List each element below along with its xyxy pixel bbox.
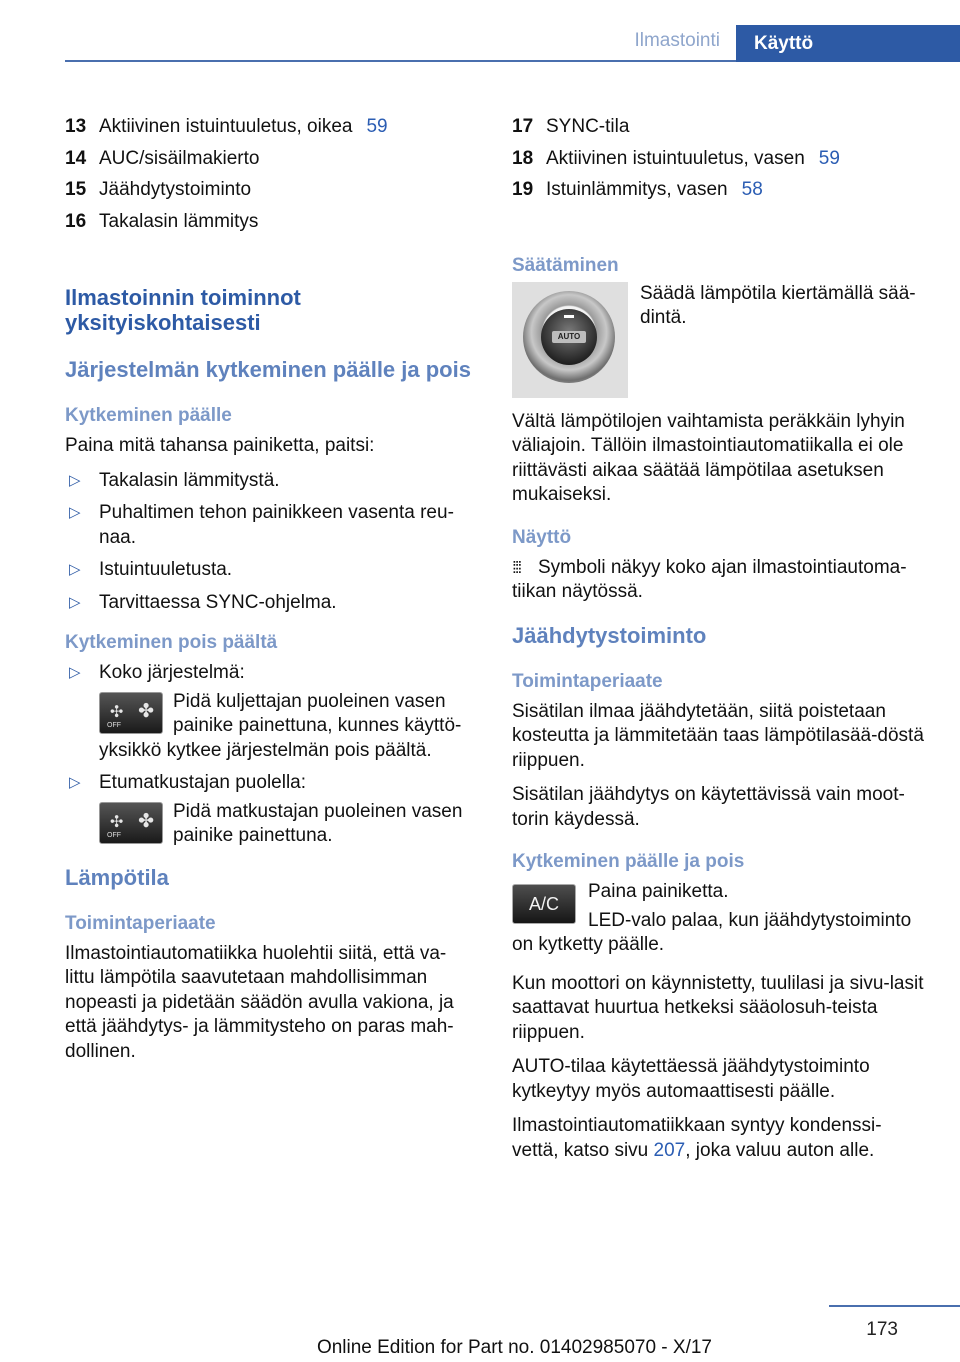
legend-text: Jäähdytystoiminto — [99, 179, 252, 200]
legend-item — [65, 206, 475, 238]
legend-item — [65, 174, 475, 206]
condensation-text-end: , joka valuu auton alle. — [685, 1139, 875, 1161]
legend-number: 19 — [512, 179, 534, 200]
triangle-bullet-icon: ▷ — [69, 504, 81, 521]
minus-icon — [564, 315, 574, 318]
list-item — [65, 558, 475, 583]
fan-large-icon: ✤ — [138, 700, 154, 722]
off-label: OFF — [107, 721, 121, 729]
header-chapter-tab: Käyttö — [736, 25, 960, 62]
fan-small-icon: ✣ — [110, 703, 124, 721]
legend-item — [512, 111, 928, 143]
page-ref-link[interactable]: 58 — [741, 179, 763, 200]
legend-text: Takalasin lämmitys — [99, 210, 259, 232]
heading-principle: Toimintaperiaate — [512, 670, 663, 692]
condensation-text-start: Ilmastointiautomatiikkaan syntyy kondenssi-vettä, katso sivu — [512, 1115, 882, 1161]
ac-button-image: A/C — [512, 884, 576, 924]
list-item — [65, 501, 475, 550]
footer-rule — [829, 1305, 960, 1307]
right-column — [512, 111, 928, 1173]
legend-text: SYNC-tila — [546, 116, 630, 137]
list-item-text: Pidä matkustajan puoleinen vasen painike painettuna. — [173, 800, 463, 846]
triangle-bullet-icon: ▷ — [69, 471, 81, 489]
auto-label: AUTO — [552, 331, 586, 343]
heading-temperature: Lämpötila — [65, 864, 169, 890]
heading-display: Näyttö — [512, 526, 572, 548]
triangle-bullet-icon: ▷ — [69, 593, 81, 611]
heading-switch-on: Kytkeminen päälle — [65, 405, 232, 426]
legend-item — [65, 143, 475, 175]
fan-off-button-image — [99, 802, 163, 844]
legend-text: Aktiivinen istuintuuletus, vasen — [546, 147, 805, 169]
legend-text: AUC/sisäilmakierto — [99, 147, 260, 169]
legend-number: 18 — [512, 147, 534, 169]
heading-cooling: Jäähdytystoiminto — [512, 622, 707, 648]
auto-mode-text: AUTO-tilaa käytettäessä jäähdytystoiminto kytkeytyy myös automaattisesti päälle. — [512, 1056, 870, 1102]
legend-list-left — [65, 111, 475, 237]
fan-off-button-image — [99, 692, 163, 734]
fog-text: Kun moottori on käynnistetty, tuulilasi ja sivu-lasit saattavat huurtua hetkeksi sääolosuh-teista riippuen. — [512, 972, 924, 1043]
header-section-title: Ilmastointi — [634, 30, 720, 51]
list-item-text: Takalasin lämmitystä. — [99, 469, 280, 491]
legend-text: Aktiivinen istuintuuletus, oikea — [99, 116, 353, 137]
edition-footer: Online Edition for Part no. 01402985070 - X/17 — [316, 1337, 712, 1358]
legend-list-right — [512, 111, 928, 206]
page-ref-link[interactable]: 59 — [366, 116, 388, 137]
legend-number: 15 — [65, 179, 87, 200]
list-item — [65, 771, 475, 849]
triangle-bullet-icon: ▷ — [69, 664, 81, 681]
fan-small-icon: ✣ — [110, 813, 124, 831]
list-item — [65, 591, 475, 616]
left-column — [65, 111, 475, 1074]
led-text: LED-valo palaa, kun jäähdytystoiminto on kytketty päälle. — [512, 909, 912, 955]
switch-off-list — [65, 661, 475, 849]
press-text: Paina painiketta. — [588, 881, 729, 902]
legend-number: 16 — [65, 210, 87, 232]
adjust-text: Säädä lämpötila kiertämällä sää-dintä. — [640, 282, 916, 328]
list-item-text: Pidä kuljettajan puoleinen vasen painike painettuna, kunnes käyttö-yksikkö kytkee järjestelmän pois päältä. — [99, 690, 462, 761]
page-ref-link[interactable]: 59 — [818, 147, 840, 169]
list-item-title: Etumatkustajan puolella: — [99, 772, 307, 793]
list-item-text: Puhaltimen tehon painikkeen vasenta reu-naa. — [99, 502, 454, 548]
temperature-knob-image — [512, 282, 628, 398]
heading-switch-off: Kytkeminen pois päältä — [65, 632, 278, 653]
heading-adjust: Säätäminen — [512, 254, 619, 276]
cooling-text-1: Sisätilan ilmaa jäähdytetään, siitä poistetaan kosteutta ja lämmitetään taas lämpötilasää-döstä riippuen. — [512, 700, 924, 771]
cooling-text-2: Sisätilan jäähdytys on käytettävissä vain moot-torin käydessä. — [512, 784, 905, 830]
avoid-text: Vältä lämpötilojen vaihtamista peräkkäin lyhyin väliajoin. Tällöin ilmastointiautomatiikalla ei ole riittävästi aikaa säätää lämpötilaa asetuksen mukaiseksi. — [512, 410, 905, 505]
list-item-title: Koko järjestelmä: — [99, 662, 245, 683]
legend-number: 17 — [512, 116, 534, 137]
heading-principle: Toimintaperiaate — [65, 912, 216, 934]
heading-cooling-on-off: Kytkeminen päälle ja pois — [512, 851, 745, 872]
page-number: 173 — [866, 1319, 898, 1340]
list-item — [65, 661, 475, 763]
list-item-text: Istuintuuletusta. — [99, 559, 233, 580]
legend-text: Istuinlämmitys, vasen — [546, 179, 728, 200]
triangle-bullet-icon: ▷ — [69, 774, 81, 791]
cooling-symbol-icon: ⁞⁞⁞ — [512, 557, 521, 577]
legend-item — [65, 111, 475, 143]
page-ref-link[interactable]: 207 — [653, 1139, 686, 1161]
temperature-text: Ilmastointiautomatiikka huolehtii siitä, että va-littu lämpötila saavutetaan mahdollisimman nopeasti ja pidetään säädön avulla vakiona, ja että jäähdytys- ja lämmitysteho on paras mah-dollinen. — [65, 942, 454, 1062]
list-item — [65, 469, 475, 494]
switch-on-list — [65, 469, 475, 616]
switch-on-intro: Paina mitä tahansa painiketta, paitsi: — [65, 435, 375, 456]
legend-item — [512, 143, 928, 175]
legend-number: 13 — [65, 116, 87, 137]
heading-on-off: Järjestelmän kytkeminen päälle ja pois — [65, 357, 471, 382]
list-item-text: Tarvittaessa SYNC-ohjelma. — [99, 591, 337, 613]
display-text: Symboli näkyy koko ajan ilmastointiautoma-tiikan näytössä. — [512, 556, 907, 602]
legend-number: 14 — [65, 147, 87, 169]
legend-item — [512, 174, 928, 206]
condensation-text — [512, 1114, 928, 1163]
fan-large-icon: ✤ — [138, 810, 154, 832]
off-label: OFF — [107, 831, 121, 839]
triangle-bullet-icon: ▷ — [69, 561, 81, 578]
heading-functions: Ilmastoinnin toiminnot yksityiskohtaisesti — [65, 285, 301, 335]
